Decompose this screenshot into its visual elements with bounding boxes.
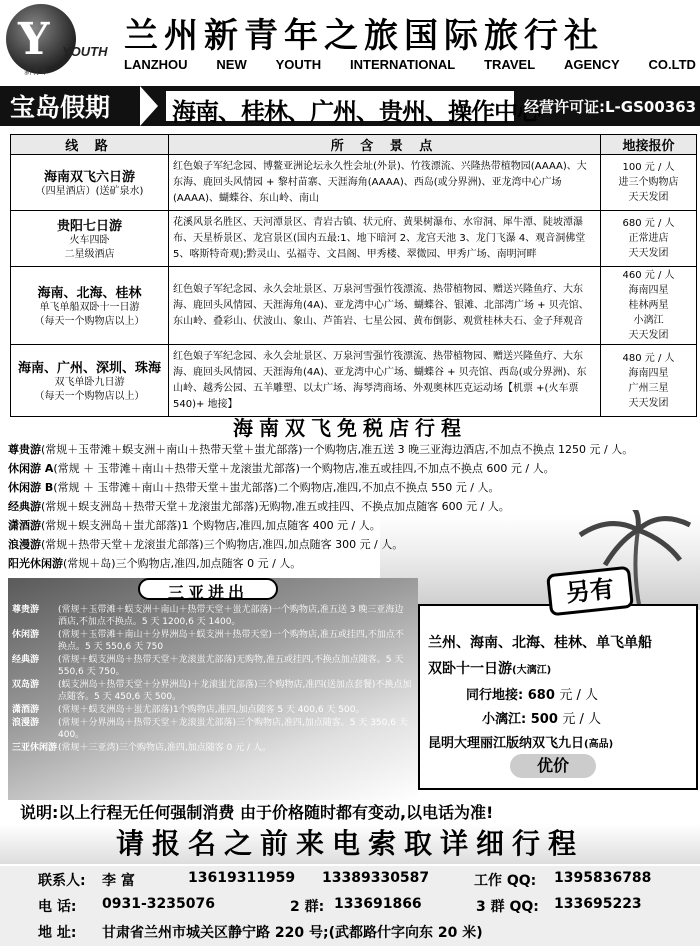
column-header: 线 路 [11, 135, 169, 155]
route-sub: 二星级酒店 [64, 249, 115, 260]
route-name: 海南、北海、桂林 [37, 286, 142, 301]
route-sub: （每天一个购物店以上） [34, 316, 145, 327]
route-price-note: 正常进店 [628, 233, 669, 244]
tour-name: 浪漫游 [12, 718, 40, 728]
agency-title-en [124, 57, 696, 72]
list-item [12, 717, 412, 741]
tour-desc: (常规 ＋ 玉带滩＋南山＋热带天堂＋龙滚蚩尤部落)一个购物店,准五或挂四,不加点不换点 600 元 / 人。 [53, 462, 555, 475]
offer-route-kunming [428, 732, 613, 751]
route-price-note: 小漓江 [633, 315, 664, 326]
tour-name: 尊贵游 [12, 605, 40, 615]
logo-glyph-icon: Y [18, 14, 50, 65]
other-offer-tag: 另有 [546, 566, 634, 617]
tour-name: 潇酒游 [12, 705, 40, 715]
title-en-word: LANZHOU [124, 57, 188, 72]
list-item [8, 516, 698, 535]
list-item [12, 704, 412, 716]
list-item [8, 440, 698, 459]
agency-title-cn: 兰州新青年之旅国际旅行社 [124, 16, 604, 56]
route-price: 100 元 / 人 [622, 162, 675, 173]
table-row [11, 267, 697, 345]
route-table [10, 134, 697, 417]
list-item [8, 497, 698, 516]
route-name-cell [11, 211, 169, 267]
logo-text: YOUTH [62, 44, 108, 59]
contact-phone[interactable]: 13619311959 [188, 870, 296, 886]
tour-name: 阳光休闲游 [8, 557, 63, 570]
title-en-word: YOUTH [275, 57, 322, 72]
offer-route-name: 双卧十一日游 [428, 661, 512, 677]
contact-label: 联系人: [38, 873, 86, 889]
duty-free-title: 海南双飞免税店行程 [233, 416, 467, 440]
contact-phone[interactable]: 13389330587 [322, 870, 430, 886]
tour-desc: (蜈支洲岛＋热带天堂＋分界洲岛)＋龙滚蚩尤部落)三个购物店,准四(送加点套餐)不换点加点随客。5 天 450,6 天 500。 [58, 680, 412, 702]
contact-label: 电 话: [38, 899, 77, 915]
band-left-label: 宝岛假期 [10, 93, 111, 122]
tour-desc: (常规＋玉带滩＋蜈支洲＋南山＋热带天堂＋蚩尤部落)一个购物店,准五送 3 晚三亚海边酒店,不加点不换点。5 天 1200,6 天 1400。 [58, 605, 404, 627]
duty-free-list [8, 440, 698, 573]
tour-desc: (常规＋蜈支洲岛＋蚩尤部落)1 个购物店,准四,加点随客 400 元 / 人。 [41, 519, 381, 532]
route-price-note: 天天发团 [628, 192, 669, 203]
list-item [12, 654, 412, 678]
offer-route-name: 昆明大理丽江版纳双飞九日 [428, 736, 585, 751]
route-sub: 火车四卧 [69, 235, 110, 246]
route-price-note: 桂林两星 [628, 300, 669, 311]
title-en-word: TRAVEL [484, 57, 536, 72]
best-price-badge: 优价 [510, 754, 596, 778]
tour-desc: (常规＋三亚湾)三个购物店,准四,加点随客 0 元 / 人。 [58, 743, 271, 753]
list-item [8, 459, 698, 478]
sanya-title: 三亚进出 [138, 578, 278, 600]
title-en-word: NEW [216, 57, 247, 72]
tour-name: 经典游 [12, 655, 40, 665]
tour-desc: (常规＋玉带滩＋蜈支洲＋南山＋热带天堂＋蚩尤部落)一个购物店,准五送 3 晚三亚海边酒店,不加点不换点 1250 元 / 人。 [41, 443, 634, 456]
contact-label: 3 群 QQ: [476, 899, 539, 915]
route-sub: （每天一个购物店以上） [34, 391, 145, 402]
route-price-cell [601, 211, 697, 267]
list-item [12, 629, 412, 653]
tour-name: 休闲游 A [8, 462, 54, 475]
table-row [11, 345, 697, 417]
contact-tel[interactable]: 0931-3235076 [102, 896, 215, 912]
route-price: 680 元 / 人 [622, 218, 675, 229]
tour-name: 潇酒游 [8, 519, 41, 532]
price-unit: 元 / 人 [559, 688, 599, 703]
holiday-band [0, 86, 700, 126]
route-sights: 红色娘子军纪念园、永久会址景区、万泉河雪强竹筏漂流、热带植物园、赠送兴隆鱼疗、大东海、鹿回头风情园、天涯海角(4A)、亚龙湾中心广场、蝴蝶谷 + 贝壳馆、西岛(或分界洲)、东山岭、越秀公园、五羊雕塑、以太广场、海琴湾商场、外观奥林匹克运动场【机票 +(火车票 540)+ 地接】 [169, 345, 601, 417]
table-header-row [11, 135, 697, 155]
column-header: 所 含 景 点 [169, 135, 601, 155]
tour-desc: (常规＋蜈支洲岛＋蚩尤部落)1个购物店,准四,加点随客 5 天 400,6 天 500。 [58, 705, 365, 715]
route-price: 480 元 / 人 [622, 352, 675, 364]
band-middle-label: 海南、桂林、广州、贵州、操作中心 [172, 98, 540, 126]
route-price-note: 天天发团 [628, 397, 669, 409]
route-price-cell [601, 155, 697, 211]
tour-name: 三亚休闲游 [12, 743, 58, 753]
work-qq[interactable]: 1395836788 [554, 870, 652, 886]
offer-route-note: (高品) [584, 739, 614, 750]
qq-group-2[interactable]: 133691866 [334, 896, 422, 912]
tour-desc: (常规＋蜈支洲岛＋热带天堂＋龙滚蚩尤部落)无购物,准五或挂四、不换点加点随客 600 元 / 人。 [41, 500, 510, 513]
route-sights: 红色娘子军纪念园、永久会址景区、万泉河雪强竹筏漂流、热带植物园、赠送兴隆鱼疗、大东海、鹿回头风情园、天涯海角(4A)、亚龙湾中心广场、蝴蝶谷、银滩、北部湾广场 + 贝壳馆、东山岭、叠彩山、伏波山、象山、芦笛岩、七星公园、黄布倒影、观赏桂林夫石、金子拜观音 [169, 267, 601, 345]
route-name-cell [11, 155, 169, 211]
qq-group-3[interactable]: 133695223 [554, 896, 642, 912]
route-price: 460 元 / 人 [622, 270, 675, 281]
offer-route-note: (大漓江) [512, 665, 552, 676]
offer-price-tongxing [466, 684, 598, 703]
tour-desc: (常规 ＋ 玉带滩＋南山＋热带天堂＋蚩尤部落)二个购物店,准四,不加点不换点 550 元 / 人。 [53, 481, 500, 494]
price-value: 500 [530, 712, 558, 727]
price-value: 680 [527, 688, 555, 703]
route-price-cell [601, 345, 697, 417]
list-item [12, 679, 412, 703]
route-sights: 红色娘子军纪念园、博鳌亚洲论坛永久性会址(外景)、竹筏漂流、兴隆热带植物园(AAAA)、大东海、鹿回头风情园 + 黎村苗寨、天涯海角(AAAA)、西岛(或分界洲)、亚龙湾中心广场(AAAA)、蝴蝶谷、东山岭、南山 [169, 155, 601, 211]
list-item [8, 478, 698, 497]
price-label: 小漓江: [482, 712, 527, 727]
tour-name: 双岛游 [12, 680, 40, 690]
tour-desc: (常规＋热带天堂＋龙滚蚩尤部落)三个购物店,准四,加点随客 300 元 / 人。 [41, 538, 404, 551]
route-name: 海南、广州、深圳、珠海 [17, 361, 161, 376]
route-name-cell [11, 267, 169, 345]
route-price-note: 广州三星 [628, 382, 669, 394]
call-to-action: 请报名之前来电索取详细行程 [0, 824, 700, 864]
title-en-word: INTERNATIONAL [350, 57, 456, 72]
tour-name: 尊贵游 [8, 443, 41, 456]
route-price-note: 海南四星 [628, 367, 669, 379]
route-sub: 双飞单卧九日游 [54, 377, 125, 388]
route-sub: （四星酒店）(送矿泉水) [35, 186, 144, 197]
disclaimer-note: 说明:以上行程无任何强制消费 由于价格随时都有变动,以电话为准! [20, 803, 494, 822]
tour-name: 浪漫游 [8, 538, 41, 551]
tour-name: 休闲游 [12, 630, 40, 640]
price-unit: 元 / 人 [562, 712, 602, 727]
offer-route-detail [428, 658, 551, 678]
route-price-cell [601, 267, 697, 345]
agency-logo [6, 4, 118, 80]
route-name-cell [11, 345, 169, 417]
band-middle-box [164, 89, 540, 126]
column-header: 地接报价 [601, 135, 697, 155]
table-row [11, 155, 697, 211]
list-item [12, 604, 412, 628]
other-offer-box [418, 604, 698, 790]
contact-label: 2 群: [290, 899, 325, 915]
contact-address: 甘肃省兰州市城关区静宁路 220 号;(武都路什字向东 20 米) [102, 925, 483, 941]
route-sub: 单飞单船双卧十一日游 [39, 302, 140, 313]
tour-name: 休闲游 B [8, 481, 54, 494]
contact-person: 李 富 [102, 873, 135, 889]
tour-desc: (常规＋岛)三个购物店,准四,加点随客 0 元 / 人。 [63, 557, 302, 570]
route-price-note: 海南四星 [628, 285, 669, 296]
route-price-note: 天天发团 [628, 330, 669, 341]
tour-name: 经典游 [8, 500, 41, 513]
tour-desc: (常规＋玉带滩＋南山＋分界洲岛＋蜈支洲＋热带天堂)一个购物店,准五或挂四,不加点不换点。5 天 550,6 天 750 [58, 630, 404, 652]
logo-caption: 新青年 [24, 67, 48, 76]
tour-desc: (常规＋分界洲岛＋热带天堂＋龙滚蚩尤部落)三个购物店,准四,加点随客。5 天 350,6 天 400。 [58, 718, 408, 740]
route-price-note: 进三个购物店 [618, 177, 679, 188]
route-sights: 花溪风景名胜区、天河潭景区、青岩古镇、状元府、黄果树瀑布、水帘洞、犀牛潭、陡坡潭瀑布、天星桥景区、龙宫景区(国内五最:1、地下暗河 2、龙宫天池 3、龙门飞瀑 4、观音洞佛堂 5、喀斯特奇观);黔灵山、弘福寺、文昌阁、甲秀楼、翠微园、甲秀广场、南明河畔 [169, 211, 601, 267]
offer-price-xiaolijiang [482, 708, 601, 727]
route-price-note: 天天发团 [628, 248, 669, 259]
title-en-word: CO.LTD [648, 57, 696, 72]
route-name: 贵阳七日游 [56, 219, 122, 234]
list-item [8, 535, 698, 554]
tour-desc: (常规＋蜈支洲岛＋热带天堂＋龙滚蚩尤部落)无购物,准五或挂四,不换点加点随客。5 天 550,6 天 750。 [58, 655, 404, 677]
table-row [11, 211, 697, 267]
sanya-list [12, 604, 412, 755]
list-item [12, 742, 412, 754]
arrow-right-icon [140, 86, 158, 126]
sanya-section [8, 578, 418, 800]
contact-info [0, 866, 700, 946]
route-name: 海南双飞六日游 [43, 170, 135, 185]
header [0, 0, 700, 84]
license-number: 经营许可证:L-GS00363 [524, 98, 697, 116]
contact-label: 工作 QQ: [474, 873, 537, 889]
title-en-word: AGENCY [564, 57, 620, 72]
contact-label: 地 址: [38, 925, 77, 941]
offer-route: 兰州、海南、北海、桂林、单飞单船 [428, 635, 652, 651]
price-label: 同行地接: [466, 688, 524, 703]
